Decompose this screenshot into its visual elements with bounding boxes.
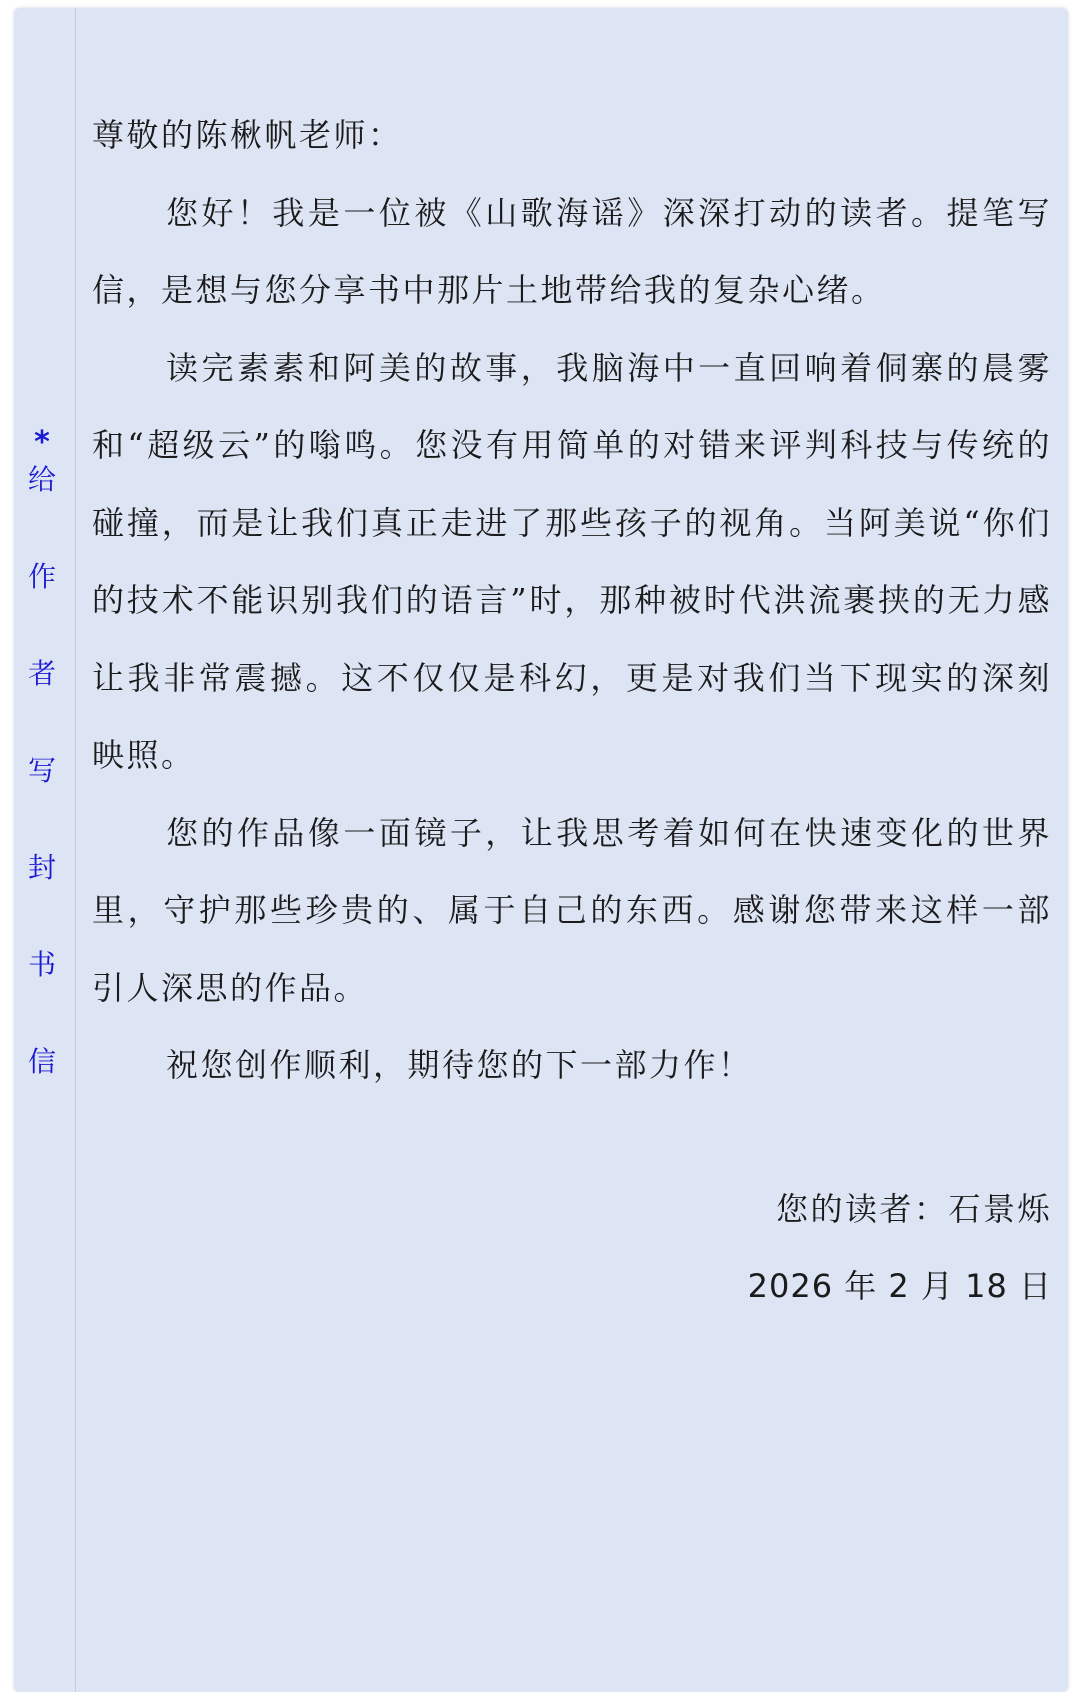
asterisk-mark: * — [34, 425, 50, 460]
sidebar-title-char: 给 — [27, 463, 56, 496]
paragraph-gratitude: 您的作品像一面镜子，让我思考着如何在快速变化的世界里，守护那些珍贵的、属于自己的东西。感谢您带来这样一部引人深思的作品。 — [92, 813, 1052, 1007]
sidebar-title-char: 者 — [27, 657, 56, 690]
signature-date: 2026 年 2 月 18 日 — [747, 1267, 1052, 1305]
salutation: 尊敬的陈楸帆老师： — [92, 116, 403, 154]
letter-body — [92, 97, 1052, 1105]
sidebar-title-char: 信 — [27, 1045, 56, 1078]
sidebar-title-char: 书 — [27, 948, 56, 981]
paragraph-closing: 祝您创作顺利，期待您的下一部力作！ — [166, 1046, 753, 1084]
signature-name: 您的读者：石景烁 — [775, 1190, 1052, 1228]
sidebar-title-char: 写 — [27, 754, 56, 787]
sidebar-title-char: 作 — [27, 560, 56, 593]
sidebar-title — [14, 425, 70, 1145]
paragraph-reflection: 读完素素和阿美的故事，我脑海中一直回响着侗寨的晨雾和“超级云”的嗡鸣。您没有用简单的对错来评判科技与传统的碰撞，而是让我们真正走进了那些孩子的视角。当阿美说“你们的技术不能识别我们的语言”时，那种被时代洪流裹挟的无力感让我非常震撼。这不仅仅是科幻，更是对我们当下现实的深刻映照。 — [92, 348, 1052, 774]
paragraph-greeting: 您好！我是一位被《山歌海谣》深深打动的读者。提笔写信，是想与您分享书中那片土地带给我的复杂心绪。 — [92, 193, 1052, 309]
sidebar-title-char: 封 — [27, 851, 56, 884]
signature-block — [748, 1171, 1052, 1325]
margin-divider — [75, 8, 76, 1692]
